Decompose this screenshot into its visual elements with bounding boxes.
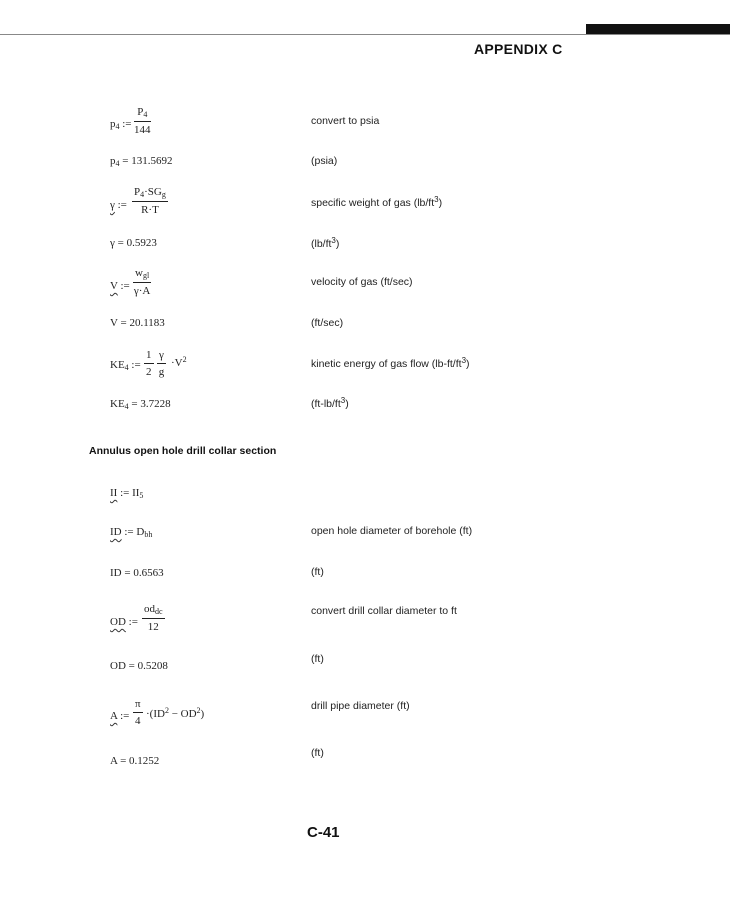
gamma-definition: γ := [110, 199, 127, 211]
gamma-result: γ = 0.5923 [110, 237, 157, 249]
gamma-description: specific weight of gas $(lb/ft^3)$ [311, 195, 443, 209]
area-definition: A := [110, 710, 130, 722]
section-heading: Annulus open hole drill collar section [89, 445, 277, 457]
od-description: convert drill collar diameter to ft [311, 605, 457, 617]
id-result-unit: (ft) [311, 566, 324, 578]
velocity-result-unit: (ft/sec) [311, 317, 344, 329]
gamma-result-unit: $(lb/ft^3)$ [311, 236, 340, 250]
id-description: open hole diameter of borehole (ft) [311, 525, 473, 537]
area-result: A = 0.1252 [110, 755, 160, 767]
area-description: drill pipe diameter (ft) [311, 700, 410, 712]
ke-result: $KE_4 = 3.7228$ [110, 398, 171, 411]
gamma-fraction: $P_4\cdot SG_g$ R·T [134, 186, 166, 216]
od-result: OD = 0.5208 [110, 660, 168, 672]
ke-description: kinetic energy of gas flow $(lb-ft/ft^3)$ [311, 356, 470, 370]
velocity-fraction: $w_{gl}$ γ·A [133, 267, 151, 297]
p4-result-unit: (psia) [311, 155, 338, 167]
ke-result-unit: $(ft-lb/ft^3)$ [311, 396, 349, 410]
od-fraction: $od_{dc}$ 12 [144, 603, 163, 633]
p4-definition: $p_4$ := [110, 118, 132, 131]
header-rule [0, 34, 730, 35]
velocity-description: velocity of gas (ft/sec) [311, 276, 413, 288]
velocity-definition: V := [110, 280, 130, 292]
ii-definition: II := $II_5$ [110, 487, 144, 500]
ke-fraction-gamma-g: $\frac{\gamma}{g}$ [158, 349, 165, 378]
area-fraction: $\frac{\pi}{4}$ [135, 698, 141, 727]
ke-velocity-squared: $\cdot V^2$ [171, 355, 187, 369]
ke-definition: $KE_4$ := [110, 359, 141, 372]
od-result-unit: (ft) [311, 653, 324, 665]
page-number: C-41 [307, 824, 340, 841]
appendix-header: APPENDIX C [474, 41, 563, 57]
id-result: ID = 0.6563 [110, 567, 164, 579]
p4-description: convert to psia [311, 115, 380, 127]
area-expression: $\cdot(ID^2 - OD^2)$ [146, 706, 205, 720]
id-definition: ID := $D_{bh}$ [110, 526, 153, 539]
area-result-unit: (ft) [311, 747, 324, 759]
velocity-result: V = 20.1183 [110, 317, 165, 329]
p4-fraction: $\frac{P_4}{144}$ [134, 106, 151, 136]
ke-fraction-half: $\frac{1}{2}$ [146, 349, 152, 378]
od-definition: OD := [110, 616, 138, 628]
p4-result: $p_4 = 131.5692$ [110, 155, 173, 168]
